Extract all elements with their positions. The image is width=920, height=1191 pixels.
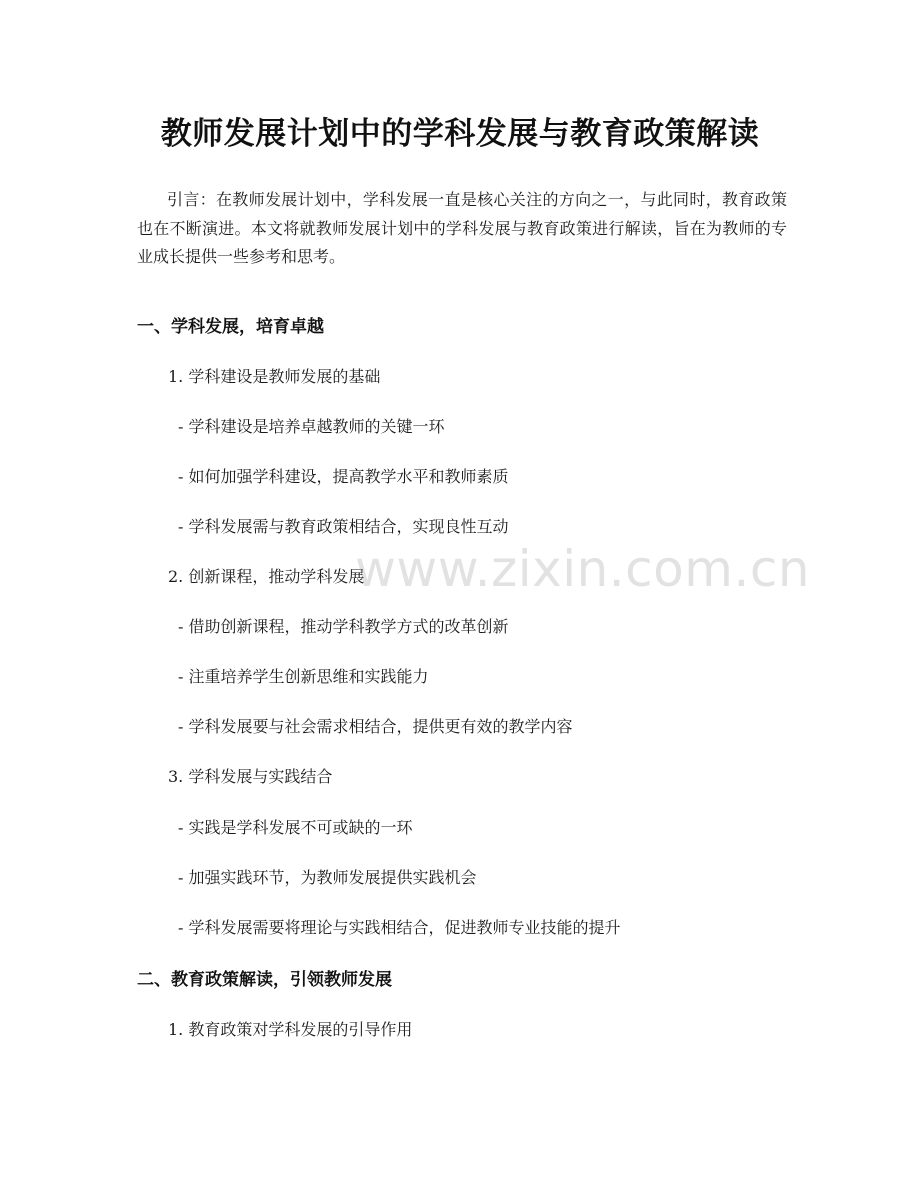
section-1-item-2-point-1: - 借助创新课程，推动学科教学方式的改革创新: [178, 617, 509, 636]
section-1-item-3-point-3: - 学科发展需要将理论与实践相结合，促进教师专业技能的提升: [178, 918, 621, 937]
section-2-heading: 二、教育政策解读，引领教师发展: [137, 970, 392, 990]
section-1-item-1: 1. 学科建设是教师发展的基础: [168, 367, 381, 386]
section-1-item-1-point-2: - 如何加强学科建设，提高教学水平和教师素质: [178, 467, 509, 486]
section-1-item-2: 2. 创新课程，推动学科发展: [168, 567, 365, 586]
section-1-item-2-point-2: - 注重培养学生创新思维和实践能力: [178, 667, 429, 686]
section-1-item-1-point-3: - 学科发展需与教育政策相结合，实现良性互动: [178, 517, 509, 536]
document-title: 教师发展计划中的学科发展与教育政策解读: [160, 116, 760, 152]
section-1-item-3-point-1: - 实践是学科发展不可或缺的一环: [178, 818, 413, 837]
section-1-item-2-point-3: - 学科发展要与社会需求相结合，提供更有效的教学内容: [178, 717, 573, 736]
section-2-item-1: 1. 教育政策对学科发展的引导作用: [168, 1020, 413, 1039]
section-1-item-3: 3. 学科发展与实践结合: [168, 767, 333, 786]
watermark-text: www.zixin.com.cn: [355, 540, 811, 598]
section-1-item-1-point-1: - 学科建设是培养卓越教师的关键一环: [178, 417, 445, 436]
intro-paragraph: 引言：在教师发展计划中，学科发展一直是核心关注的方向之一，与此同时，教育政策也在不断演进。本文将就教师发展计划中的学科发展与教育政策进行解读，旨在为教师的专业成长提供一些参考和思考。: [137, 190, 787, 266]
section-1-item-3-point-2: - 加强实践环节，为教师发展提供实践机会: [178, 868, 477, 887]
section-1-heading: 一、学科发展，培育卓越: [137, 317, 324, 337]
